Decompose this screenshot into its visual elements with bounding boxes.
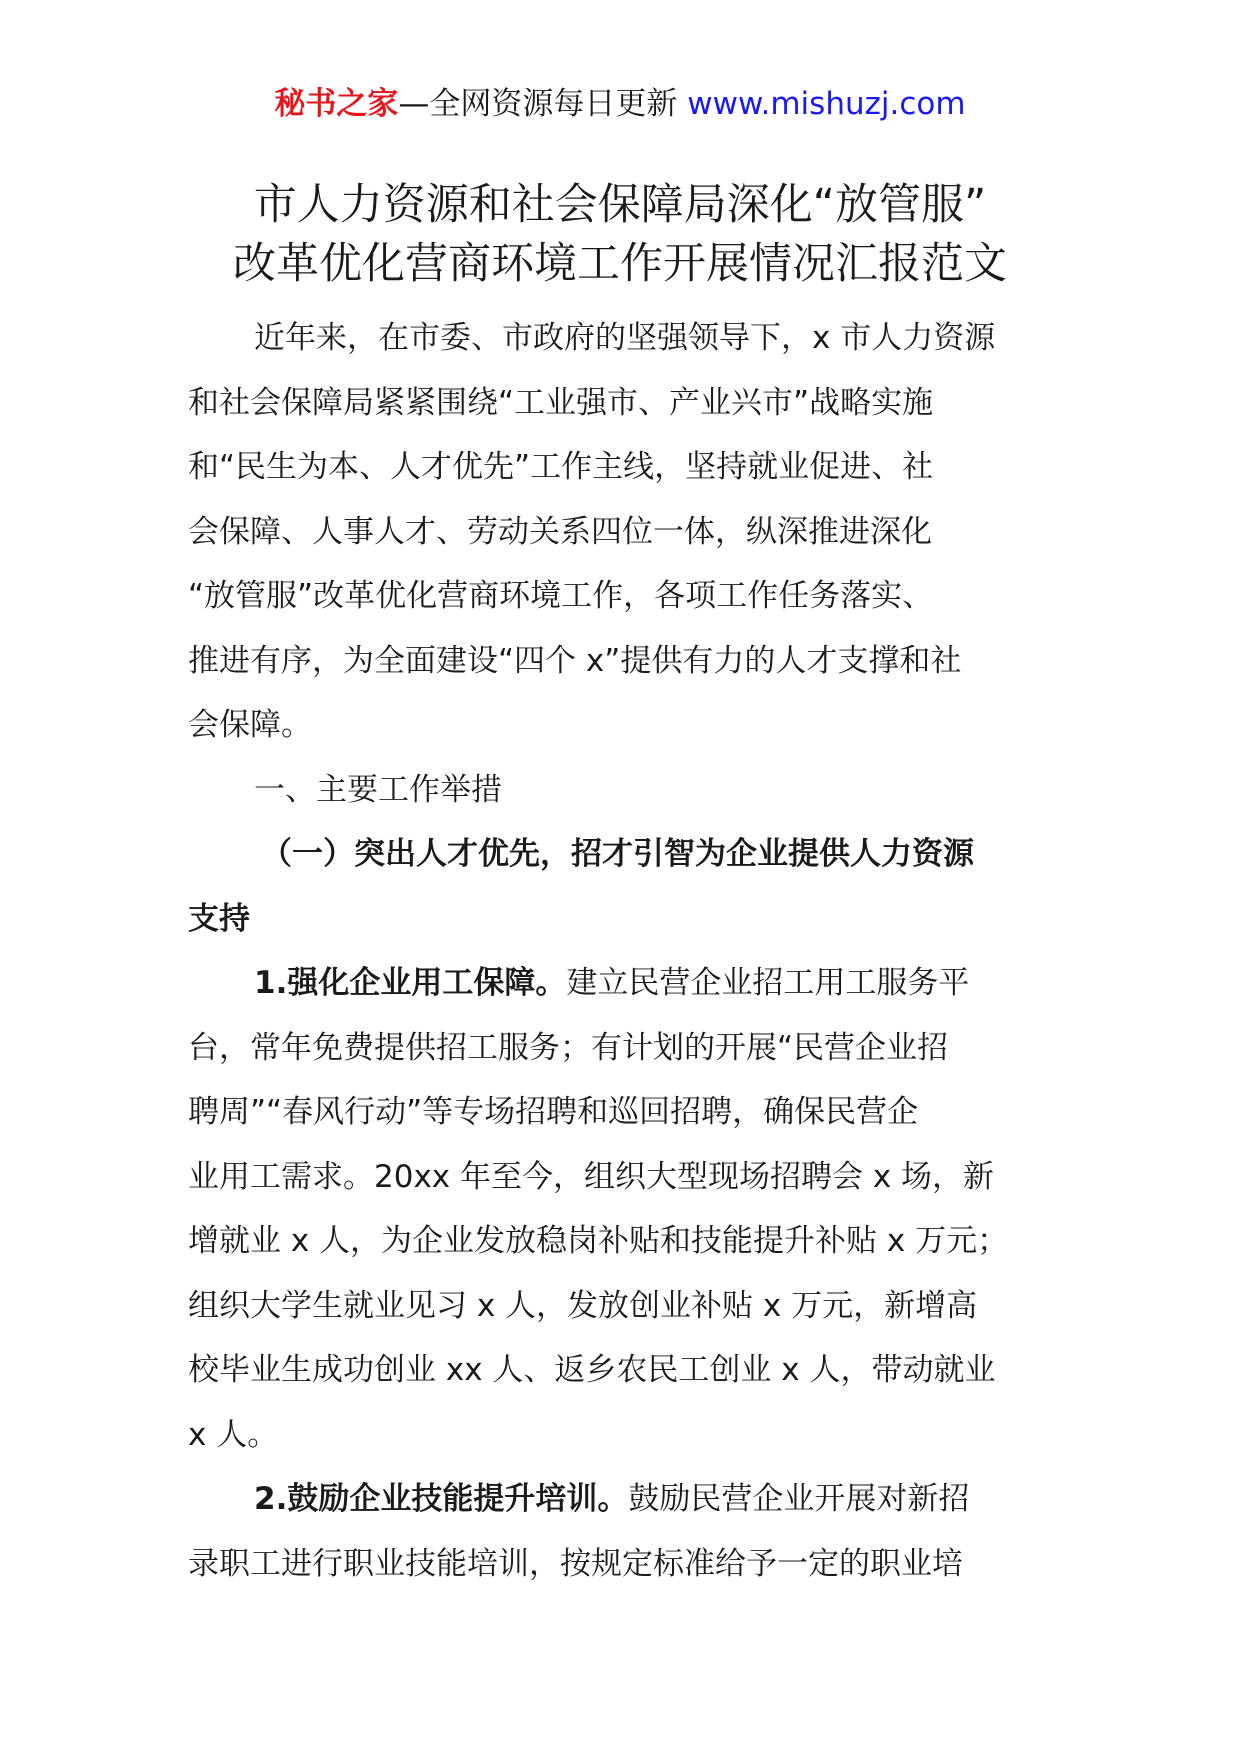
- paragraph-line: x 人。: [188, 1416, 279, 1453]
- brand-name: 秘书之家: [274, 86, 399, 122]
- title-line: 改革优化营商环境工作开展情况汇报范文: [233, 239, 1007, 289]
- paragraph-text: 建立民营企业招工用工服务平: [566, 965, 970, 1001]
- document-title: [150, 176, 1090, 294]
- item2-first-line: [188, 1467, 1053, 1532]
- item1-first-line: [188, 951, 1053, 1016]
- paragraph-line: “放管服”改革优化营商环境工作，各项工作任务落实、: [188, 578, 934, 614]
- paragraph-line: 和“民生为本、人才优先”工作主线，坚持就业促进、社: [188, 449, 934, 485]
- subsection-heading-continued: 支持: [188, 900, 250, 937]
- paragraph-line: 组织大学生就业见习 x 人，发放创业补贴 x 万元，新增高: [188, 1287, 978, 1324]
- paragraph-line: 台，常年免费提供招工服务；有计划的开展“民营企业招: [188, 1029, 949, 1066]
- paragraph-line: 聘周”“春风行动”等专场招聘和巡回招聘，确保民营企: [188, 1094, 919, 1130]
- site-tagline: —全网资源每日更新: [398, 86, 688, 122]
- paragraph-line: 会保障。: [188, 707, 312, 743]
- site-url-link[interactable]: www.mishuzj.com: [687, 86, 966, 122]
- site-header: [0, 84, 1240, 124]
- subsection-heading: （一）突出人才优先，招才引智为企业提供人力资源: [261, 836, 974, 872]
- paragraph-line: 校毕业生成功创业 xx 人、返乡农民工创业 x 人，带动就业: [188, 1352, 996, 1388]
- section-heading: 一、主要工作举措: [254, 771, 502, 808]
- paragraph-line: 增就业 x 人，为企业发放稳岗补贴和技能提升补贴 x 万元；: [188, 1223, 1009, 1259]
- paragraph-line: 近年来，在市委、市政府的坚强领导下，x 市人力资源: [254, 320, 996, 356]
- document-body: [188, 306, 1053, 1596]
- paragraph-line: 和社会保障局紧紧围绕“工业强市、产业兴市”战略实施: [188, 384, 934, 421]
- paragraph-line: 录职工进行职业技能培训，按规定标准给予一定的职业培: [188, 1545, 963, 1582]
- paragraph-line: 会保障、人事人才、劳动关系四位一体，纵深推进深化: [188, 513, 932, 550]
- title-line: 市人力资源和社会保障局深化“放管服”: [253, 180, 987, 230]
- item2-title: 2.鼓励企业技能提升培训。: [254, 1481, 629, 1517]
- paragraph-text: 鼓励民营企业开展对新招: [628, 1481, 970, 1517]
- item1-title: 1.强化企业用工保障。: [254, 965, 567, 1001]
- paragraph-line: 推进有序，为全面建设“四个 x”提供有力的人才支撑和社: [188, 642, 962, 679]
- paragraph-line: 业用工需求。20xx 年至今，组织大型现场招聘会 x 场，新: [188, 1158, 995, 1195]
